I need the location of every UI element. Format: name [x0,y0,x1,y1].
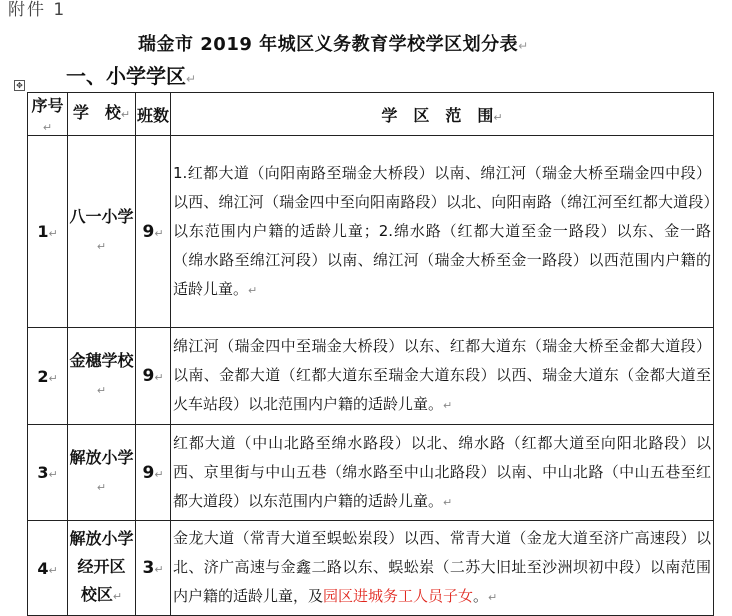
table-row [28,136,714,328]
row-classes: 9↵ [136,136,171,328]
table-row [28,328,714,425]
row-school: 八一小学↵ [68,136,136,328]
document-title: 瑞金市 2019 年城区义务教育学校学区划分表↵ [138,34,529,55]
table-move-handle-icon[interactable]: ✥ [14,80,25,91]
header-range: 学 区 范 围↵ [171,93,714,136]
row-classes: 9↵ [136,425,171,521]
row-classes: 3↵ [136,521,171,616]
row-classes: 9↵ [136,328,171,425]
row-school: 金穗学校↵ [68,328,136,425]
row-index: 3↵ [28,425,68,521]
row-index: 2↵ [28,328,68,425]
row-index: 4↵ [28,521,68,616]
table-header-row [28,93,714,136]
school-district-table [27,92,714,616]
row-range: 金龙大道（常青大道至蜈蚣岽段）以西、常青大道（金龙大道至济广高速段）以北、济广高速与金鑫二路以东、蜈蚣岽（二苏大旧址至沙洲坝初中段）以南范围内户籍的适龄儿童，及园区进城务工人员子女。↵ [171,521,714,616]
attachment-label: 附件 1 [8,0,67,20]
highlighted-text: 园区进城务工人员子女 [323,587,474,605]
header-school: 学 校↵ [68,93,136,136]
row-range: 红都大道（中山北路至绵水路段）以北、绵水路（红都大道至向阳北路段）以西、京里街与中山五巷（绵水路至中山北路段）以南、中山北路（中山五巷至红都大道段）以东范围内户籍的适龄儿童。↵ [171,425,714,521]
row-index: 1↵ [28,136,68,328]
table-row [28,521,714,616]
table-row [28,425,714,521]
header-index: 序号↵ [28,93,68,136]
row-range: 绵江河（瑞金四中至瑞金大桥段）以东、红都大道东（瑞金大桥至金都大道段）以南、金都大道（红都大道东至瑞金大道东段）以西、瑞金大道东（金都大道至火车站段）以北范围内户籍的适龄儿童。↵ [171,328,714,425]
row-range: 1.红都大道（向阳南路至瑞金大桥段）以南、绵江河（瑞金大桥至瑞金四中段）以西、绵江河（瑞金四中至向阳南路段）以北、向阳南路（绵江河至红都大道段）以东范围内户籍的适龄儿童；2.绵水路（红都大道至金一路段）以东、金一路（绵水路至绵江河段）以南、绵江河（瑞金大桥至金一路段）以西范围内户籍的适龄儿童。↵ [171,136,714,328]
section-heading: 一、小学学区↵ [66,64,197,88]
row-school: 解放小学 经开区 校区↵ [68,521,136,616]
row-school: 解放小学 ↵ [68,425,136,521]
header-classes: 班数 [136,93,171,136]
